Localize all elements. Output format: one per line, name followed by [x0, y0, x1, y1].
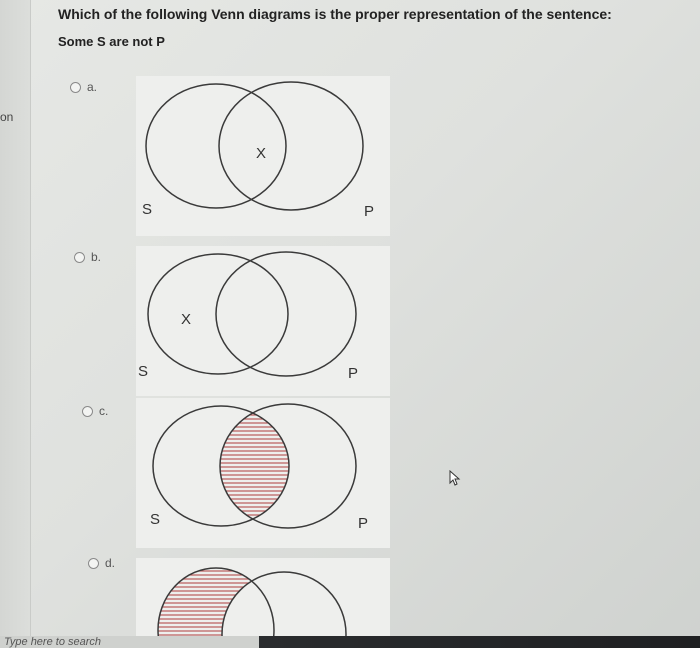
left-sidebar-strip [0, 0, 31, 648]
option-b[interactable] [74, 250, 101, 264]
option-label: c. [99, 404, 109, 418]
mouse-pointer-icon [448, 470, 462, 491]
taskbar [0, 636, 700, 648]
radio-button[interactable] [70, 82, 81, 93]
option-label: d. [105, 556, 116, 570]
venn-svg-c [136, 398, 390, 548]
radio-button[interactable] [74, 252, 85, 263]
circle-label-s: S [150, 511, 161, 528]
radio-button[interactable] [82, 406, 93, 417]
question-sentence: Some S are not P [58, 34, 165, 49]
venn-svg-a [136, 76, 390, 236]
radio-button[interactable] [88, 558, 99, 569]
circle-label-p: P [358, 515, 369, 532]
option-c[interactable] [82, 404, 108, 418]
x-mark: X [181, 311, 192, 328]
question-title: Which of the following Venn diagrams is the proper representation of the sentence: [58, 6, 612, 22]
circle-label-s: S [138, 363, 149, 380]
option-label: a. [87, 80, 98, 94]
option-a[interactable] [70, 80, 97, 94]
taskbar-search-input[interactable]: Type here to search [4, 636, 102, 648]
circle-label-s: S [142, 201, 153, 218]
circle-label-p: P [364, 203, 375, 220]
venn-diagram-d [136, 558, 390, 636]
option-d[interactable] [88, 556, 115, 570]
venn-svg-d [136, 558, 390, 636]
venn-diagram-a [136, 76, 390, 236]
option-label: b. [91, 250, 102, 264]
circle-label-p: P [348, 365, 359, 382]
venn-diagram-c [136, 398, 390, 548]
venn-svg-b [136, 246, 390, 396]
side-nav-text: on [0, 110, 14, 124]
x-mark: X [256, 145, 267, 162]
venn-diagram-b [136, 246, 390, 396]
